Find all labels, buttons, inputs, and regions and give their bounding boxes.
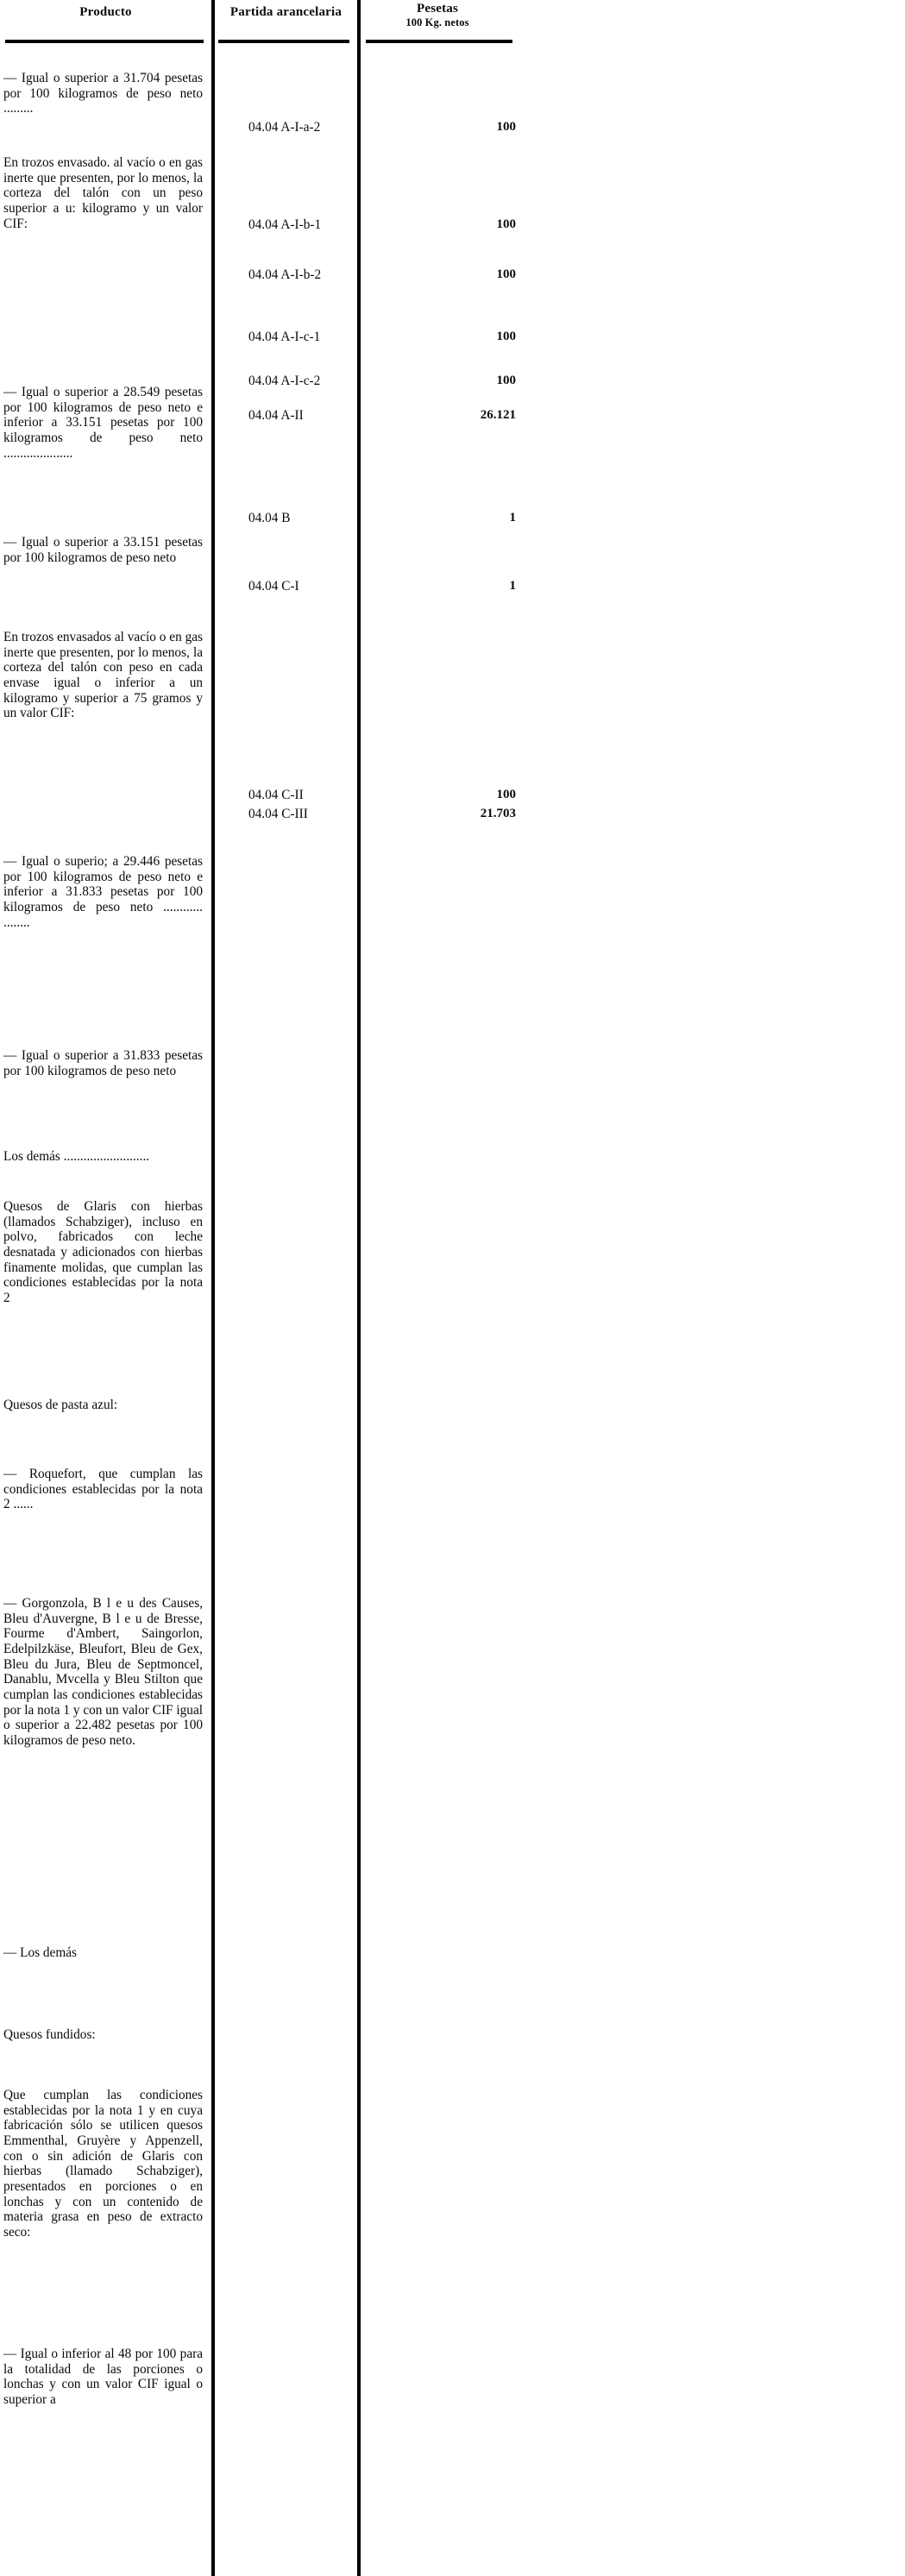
header-pesetas (361, 2, 514, 28)
tariff-code: 04.04 A-II (248, 408, 304, 423)
paragraph (0, 2027, 211, 2043)
tariff-value: 100 (496, 788, 516, 801)
header-pesetas-line2: 100 Kg. netos (405, 16, 469, 28)
column-divider-1 (211, 0, 215, 2576)
header-rule-1 (5, 40, 204, 43)
list-item (0, 535, 211, 565)
paragraph (0, 155, 211, 231)
tariff-code: 04.04 C-III (248, 807, 308, 821)
list-item (0, 1048, 211, 1078)
tariff-value: 100 (496, 330, 516, 343)
product-description: — Igual o superior a 31.833 pesetas por 100 kilogramos de peso neto (3, 1048, 203, 1078)
header-rule-3 (366, 40, 512, 43)
paragraph (0, 1199, 211, 1306)
product-description: — Igual o superior a 28.549 pesetas por 100 kilogramos de peso neto e inferior a 33.151 pesetas por 100 kilogramos de peso neto ..................... (3, 385, 203, 461)
tariff-code: 04.04 A-I-c-2 (248, 374, 321, 388)
product-description: Quesos de Glaris con hierbas (llamados Schabziger), incluso en polvo, fabricados con leche desnatada y adicionados con hierbas finamente molidas, que cumplan las condiciones establecidas por la nota 2 (3, 1199, 203, 1305)
paragraph (0, 630, 211, 721)
paragraph (0, 1149, 211, 1165)
product-description: Quesos de pasta azul: (3, 1398, 118, 1412)
product-description: — Roquefort, que cumplan las condiciones establecidas por la nota 2 ...... (3, 1467, 203, 1512)
product-description: Los demás .......................... (3, 1149, 150, 1164)
product-description: — Gorgonzola, B l e u des Causes, Bleu d'Auvergne, B l e u de Bresse, Fourme d'Ambert, Saingorlon, Edelpilzkäse, Bleufort, Bleu de Gex, Bleu du Jura, Bleu de Septmoncel, Danablu, Mvcella y Bleu Stilton que cumplan las condiciones establecidas por la nota 1 y con un valor CIF igual o superior a 22.482 pesetas por 100 kilogramos de peso neto. (3, 1596, 203, 1748)
table-header (0, 0, 905, 41)
product-description: Quesos fundidos: (3, 2027, 96, 2042)
header-partida-arancelaria: Partida arancelaria (229, 5, 343, 19)
tariff-code: 04.04 A-I-a-2 (248, 120, 321, 135)
list-item (0, 385, 211, 461)
product-description: — Igual o inferior al 48 por 100 para la totalidad de las porciones o lonchas y con un valor CIF igual o superior a (3, 2347, 203, 2407)
tariff-code: 04.04 B (248, 511, 291, 525)
list-item (0, 1945, 211, 1961)
list-item (0, 854, 211, 930)
product-description: — Igual o superio; a 29.446 pesetas por 100 kilogramos de peso neto e inferior a 31.833 pesetas por 100 kilogramos de peso neto ............ ........ (3, 854, 203, 930)
paragraph (0, 1398, 211, 1413)
tariff-code: 04.04 A-I-b-2 (248, 267, 322, 282)
tariff-value: 100 (496, 217, 516, 231)
product-description: — Igual o superior a 31.704 pesetas por 100 kilogramos de peso neto ......... (3, 71, 203, 116)
product-description: Que cumplan las condiciones establecidas por la nota 1 y en cuya fabricación sólo se utilicen quesos Emmenthal, Gruyère y Appenzell, con o sin adición de Glaris con hierbas (llamado Schabziger), presentados en porciones o en lonchas y con un contenido de materia grasa en peso de extracto seco: (3, 2088, 203, 2240)
tariff-code: 04.04 C-I (248, 579, 299, 594)
product-description: — Igual o superior a 33.151 pesetas por 100 kilogramos de peso neto (3, 535, 203, 565)
list-item (0, 1596, 211, 1749)
tariff-value: 100 (496, 267, 516, 281)
header-rule-2 (218, 40, 349, 43)
header-pesetas-line1: Pesetas (416, 2, 459, 16)
product-description: En trozos envasado. al vacío o en gas inerte que presenten, por lo menos, la corteza del talón con un peso superior a u: kilogramo y un valor CIF: (3, 155, 203, 231)
list-item (0, 2347, 211, 2408)
tariff-value: 21.703 (480, 807, 516, 820)
list-item (0, 71, 211, 116)
tariff-value: 1 (509, 511, 516, 525)
list-item (0, 1467, 211, 1512)
product-description: — Los demás (3, 1945, 77, 1960)
product-description: En trozos envasados al vacío o en gas inerte que presenten, por lo menos, la corteza del talón con peso en cada envase igual o inferior a un kilogramo y superior a 75 gramos y un valor CIF: (3, 630, 203, 721)
tariff-value: 100 (496, 374, 516, 387)
tariff-value: 1 (509, 579, 516, 593)
tariff-value: 100 (496, 120, 516, 134)
tariff-code: 04.04 C-II (248, 788, 304, 802)
paragraph (0, 2088, 211, 2240)
header-producto: Producto (79, 5, 132, 19)
tariff-value: 26.121 (480, 408, 516, 422)
tariff-code: 04.04 A-I-b-1 (248, 217, 322, 232)
tariff-code: 04.04 A-I-c-1 (248, 330, 321, 344)
